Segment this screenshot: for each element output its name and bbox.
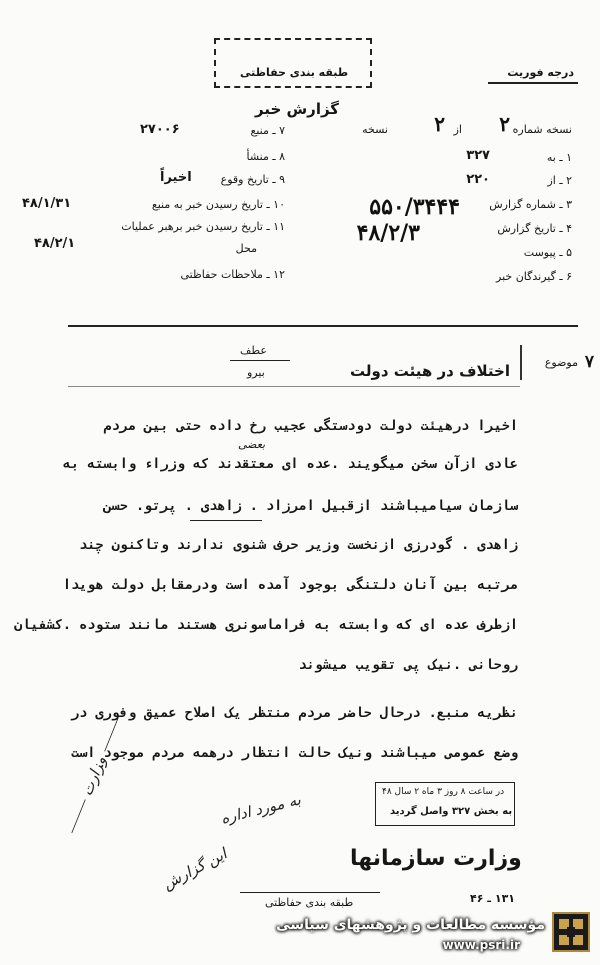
event-date-value: اخیراً <box>160 170 192 185</box>
margin-note-lower: ﺍﻳﻦ ﮔﺰﺍﺭﺵ <box>159 844 230 894</box>
body-line: وضع عمومی میباشند ونیک حالت انتظار درهمه مردم موجود است <box>70 745 518 761</box>
copy-suffix-label: نسخه <box>362 123 388 136</box>
copy-number-value: ۲ <box>499 112 510 136</box>
report-date-label: ۴ ـ تاریخ گزارش <box>497 222 572 235</box>
subject-text: اختلاف در هیئت دولت <box>350 362 510 380</box>
body-line: زاهدی . گودرزی ازنخست وزیر حرف شنوی ندارند وتاکنون چند <box>79 537 518 553</box>
body-line: سازمان سیامیباشند ازقبیل امرزاد . زاهدی . پرتو. حسن <box>103 498 518 514</box>
subject-rule <box>68 386 520 387</box>
source-label: ۷ ـ منبع <box>250 124 285 137</box>
subject-divider <box>520 345 522 380</box>
bottom-code: ۱۳۱ ـ ۴۶ <box>470 892 516 905</box>
recipients-label: ۶ ـ گیرندگان خبر <box>496 270 572 283</box>
body-line: نظریه منبع. درحال حاضر مردم منتظر یک اصلاح عمیق وفوری در <box>70 705 518 721</box>
body-line: روحانی .نیک پی تقویب میشوند <box>298 657 518 673</box>
security-notes-label: ۱۲ ـ ملاحظات حفاظتی <box>180 268 285 281</box>
body-line: مرتبه بین آنان دلتنگی بوجود آمده است ودرمقابل دولت هویدا <box>62 577 518 593</box>
of-value: ۲ <box>434 112 445 136</box>
bottom-rule <box>240 892 380 893</box>
atf-label: عطف <box>240 344 267 357</box>
classification-label: طبقه بندی حفاظتی <box>240 66 349 79</box>
psri-logo-icon <box>552 912 590 952</box>
margin-note-middle: ﺑﻪ ﻣﻮﺭﺩ ﺍﺩﺍﺭﻩ <box>219 790 303 828</box>
to-value: ۳۲۷ <box>466 148 490 163</box>
from-label: ۲ ـ از <box>547 174 572 187</box>
report-number-label: ۳ ـ شماره گزارش <box>489 198 572 211</box>
report-date-value: ۴۸/۲/۳ <box>356 220 420 246</box>
body-insert: بعضی <box>238 438 266 451</box>
received-source-value: ۴۸/۱/۳۱ <box>22 196 72 211</box>
place-label: محل <box>235 242 257 255</box>
body-line: اخیرا درهیئت دولت دودستگی عجیب رخ داده حتی بین مردم <box>103 418 518 434</box>
of-label: از <box>453 123 462 136</box>
bottom-classification: طبقه بندی حفاظتی <box>265 896 354 909</box>
report-number-value: ۵۵۰/۳۴۴۴ <box>369 194 460 220</box>
margin-note-left: ⸻ ﻭﺰﺍﺭﺕ ⸻ <box>61 714 126 838</box>
body-line: عادی ازآن سخن میگویند .عده ای معتقدند که وزراء وابسته به <box>62 456 518 472</box>
subject-label: موضوع <box>544 356 578 369</box>
received-ops-value: ۴۸/۲/۱ <box>34 236 76 251</box>
header-divider <box>68 325 578 327</box>
attachment-label: ۵ ـ پیوست <box>523 246 572 259</box>
report-title: گزارش خبر <box>255 100 340 118</box>
received-source-label: ۱۰ ـ تاریخ رسیدن خبر به منبع <box>151 198 285 211</box>
watermark-name: مؤسسه مطالعات و پژوهشهای سیاسی <box>276 917 545 933</box>
urgency-label: درجه فوریت <box>507 66 574 79</box>
urgency-underline <box>488 82 578 84</box>
subject-number: ۷ <box>584 352 594 372</box>
received-ops-label: ۱۱ ـ تاریخ رسیدن خبر برهبر عملیات <box>121 220 285 233</box>
top-stamp-box <box>214 38 372 88</box>
source-value: ۲۷۰۰۶ <box>140 122 180 137</box>
receipt-stamp-line1: در ساعت ۸ روز ۳ ماه ۲ سال ۴۸ <box>382 787 505 797</box>
ministry-stamp: وزارت سازمانها <box>350 846 522 871</box>
to-label: ۱ ـ به <box>546 151 572 164</box>
watermark-url: www.psri.ir <box>442 938 520 952</box>
event-date-label: ۹ ـ تاریخ وقوع <box>220 173 285 186</box>
copy-number-label: نسخه شماره <box>512 123 572 136</box>
biro-label: بیرو <box>247 366 265 379</box>
receipt-stamp-line2: به بخش ۳۲۷ واصل گردید <box>390 806 513 817</box>
body-line: ازطرف عده ای که وابسته به فراماسونری هستند مانند ستوده .کشفیان <box>14 617 518 633</box>
underline-zahedi <box>190 520 262 521</box>
origin-label: ۸ ـ منشأ <box>246 150 285 163</box>
from-value: ۲۲۰ <box>466 172 490 187</box>
atf-underline <box>230 360 290 361</box>
